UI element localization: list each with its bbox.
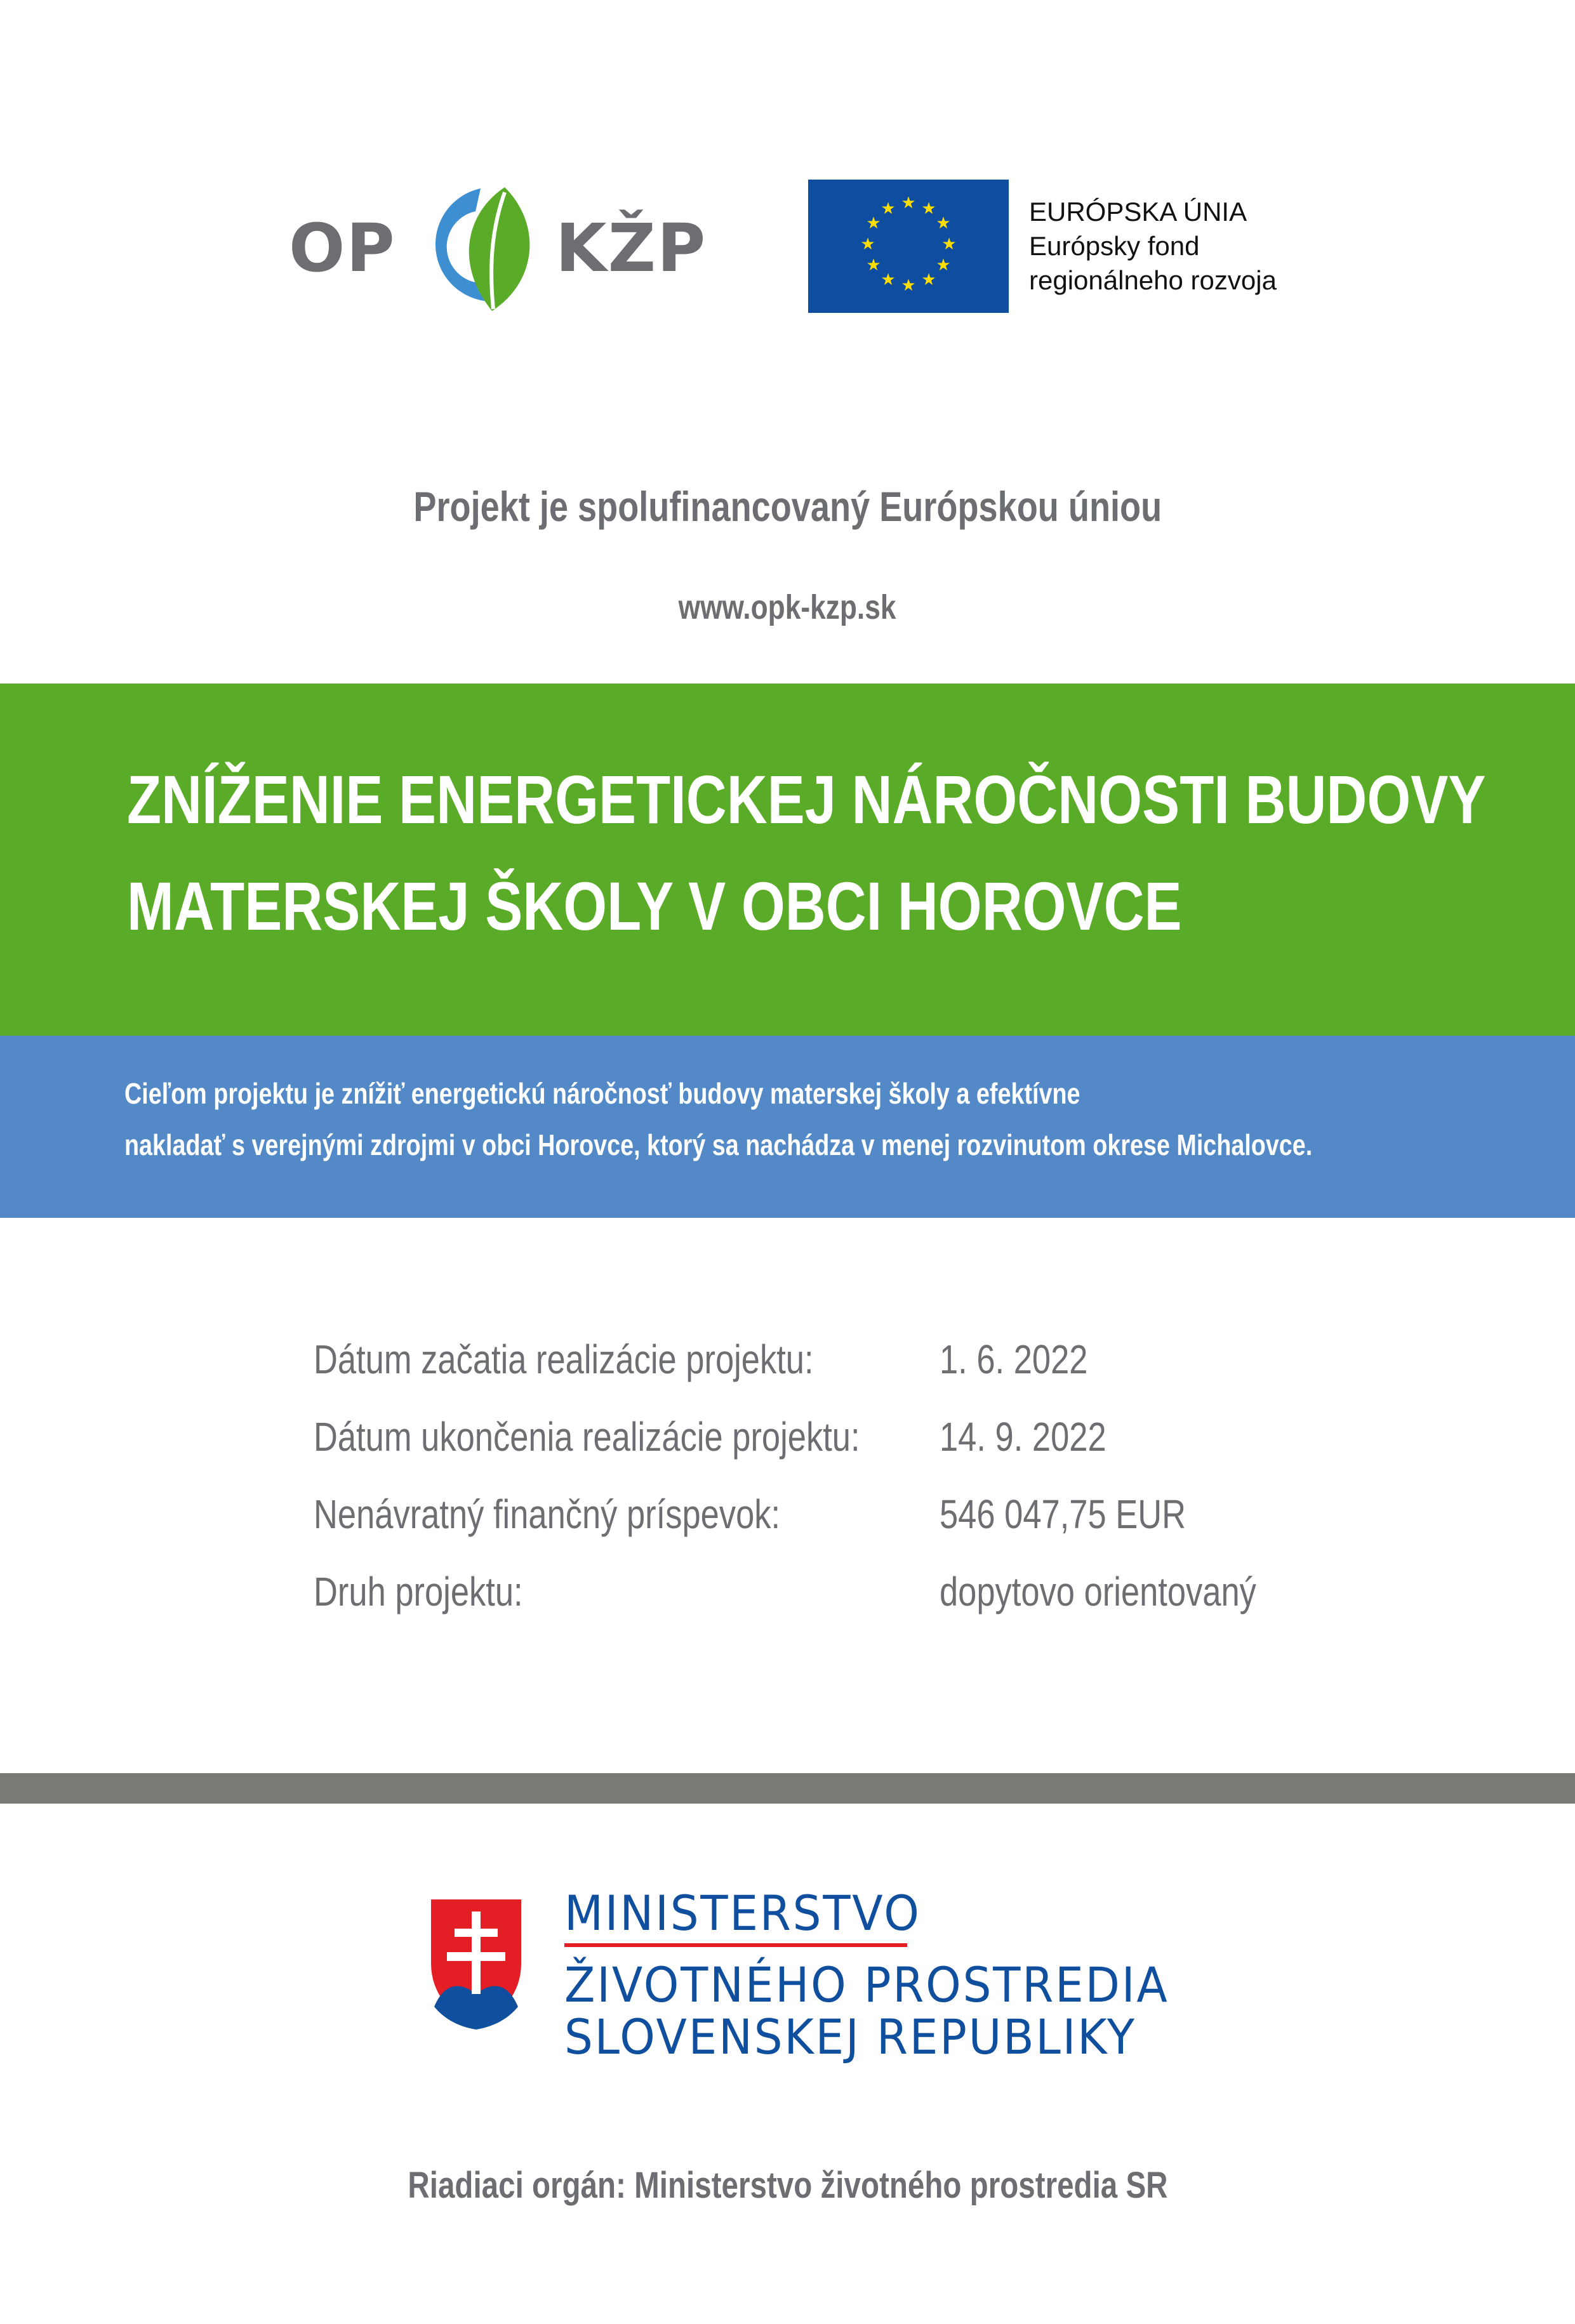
cofinanced-text: Projekt je spolufinancovaný Európskou úniou xyxy=(413,483,1162,530)
project-title-line2: MATERSKEJ ŠKOLY V OBCI HOROVCE xyxy=(127,868,1182,944)
opkzp-logo-op: OP xyxy=(289,209,396,287)
eu-stars-icon xyxy=(808,180,1009,313)
svg-text:★: ★ xyxy=(921,270,936,289)
opkzp-leaf-icon xyxy=(409,175,543,320)
ministry-line3: SLOVENSKEJ REPUBLIKY xyxy=(564,2009,1136,2065)
svg-text:★: ★ xyxy=(881,270,896,289)
info-value-grant: 546 047,75 EUR xyxy=(940,1491,1186,1537)
info-label-start: Dátum začatia realizácie projektu: xyxy=(314,1337,814,1382)
svg-text:★: ★ xyxy=(941,234,957,253)
svg-text:★: ★ xyxy=(860,234,875,253)
managing-authority-text: Riadiaci orgán: Ministerstvo životného prostredia SR xyxy=(407,2165,1168,2206)
website-text: www.opk-kzp.sk xyxy=(679,588,896,626)
eu-text-line3: regionálneho rozvoja xyxy=(1029,265,1277,295)
info-label-type: Druh projektu: xyxy=(314,1569,523,1614)
svg-text:★: ★ xyxy=(936,255,951,274)
info-value-end: 14. 9. 2022 xyxy=(940,1414,1106,1460)
eu-text-line2: Európsky fond xyxy=(1029,231,1200,261)
opkzp-logo-kzp: KŽP xyxy=(555,209,707,287)
project-description-line2: nakladať s verejnými zdrojmi v obci Horovce, ktorý sa nachádza v menej rozvinutom okrese Michalovce. xyxy=(124,1128,1313,1161)
slovak-coat-of-arms-icon xyxy=(425,1894,527,2032)
svg-text:★: ★ xyxy=(866,213,881,232)
svg-text:★: ★ xyxy=(921,199,936,218)
opkzp-logo xyxy=(289,175,707,320)
svg-text:★: ★ xyxy=(866,255,881,274)
description-band xyxy=(0,1036,1575,1218)
svg-text:★: ★ xyxy=(881,199,896,218)
eu-text-line1: EURÓPSKA ÚNIA xyxy=(1029,197,1247,227)
eu-flag xyxy=(808,180,1009,313)
info-value-start: 1. 6. 2022 xyxy=(940,1337,1088,1382)
title-band xyxy=(0,683,1575,1036)
ministry-accent-line xyxy=(564,1943,907,1947)
ministry-line1: MINISTERSTVO xyxy=(564,1885,921,1941)
svg-text:★: ★ xyxy=(901,275,916,294)
svg-text:★: ★ xyxy=(901,193,916,212)
project-description-line1: Cieľom projektu je znížiť energetickú náročnosť budovy materskej školy a efektívne xyxy=(124,1077,1080,1110)
project-title-line1: ZNÍŽENIE ENERGETICKEJ NÁROČNOSTI BUDOVY xyxy=(127,761,1486,838)
info-label-grant: Nenávratný finančný príspevok: xyxy=(314,1491,781,1537)
svg-text:★: ★ xyxy=(936,213,951,232)
separator-bar xyxy=(0,1773,1575,1804)
info-value-type: dopytovo orientovaný xyxy=(940,1569,1256,1614)
info-label-end: Dátum ukončenia realizácie projektu: xyxy=(314,1414,860,1460)
ministry-line2: ŽIVOTNÉHO PROSTREDIA xyxy=(564,1957,1169,2013)
